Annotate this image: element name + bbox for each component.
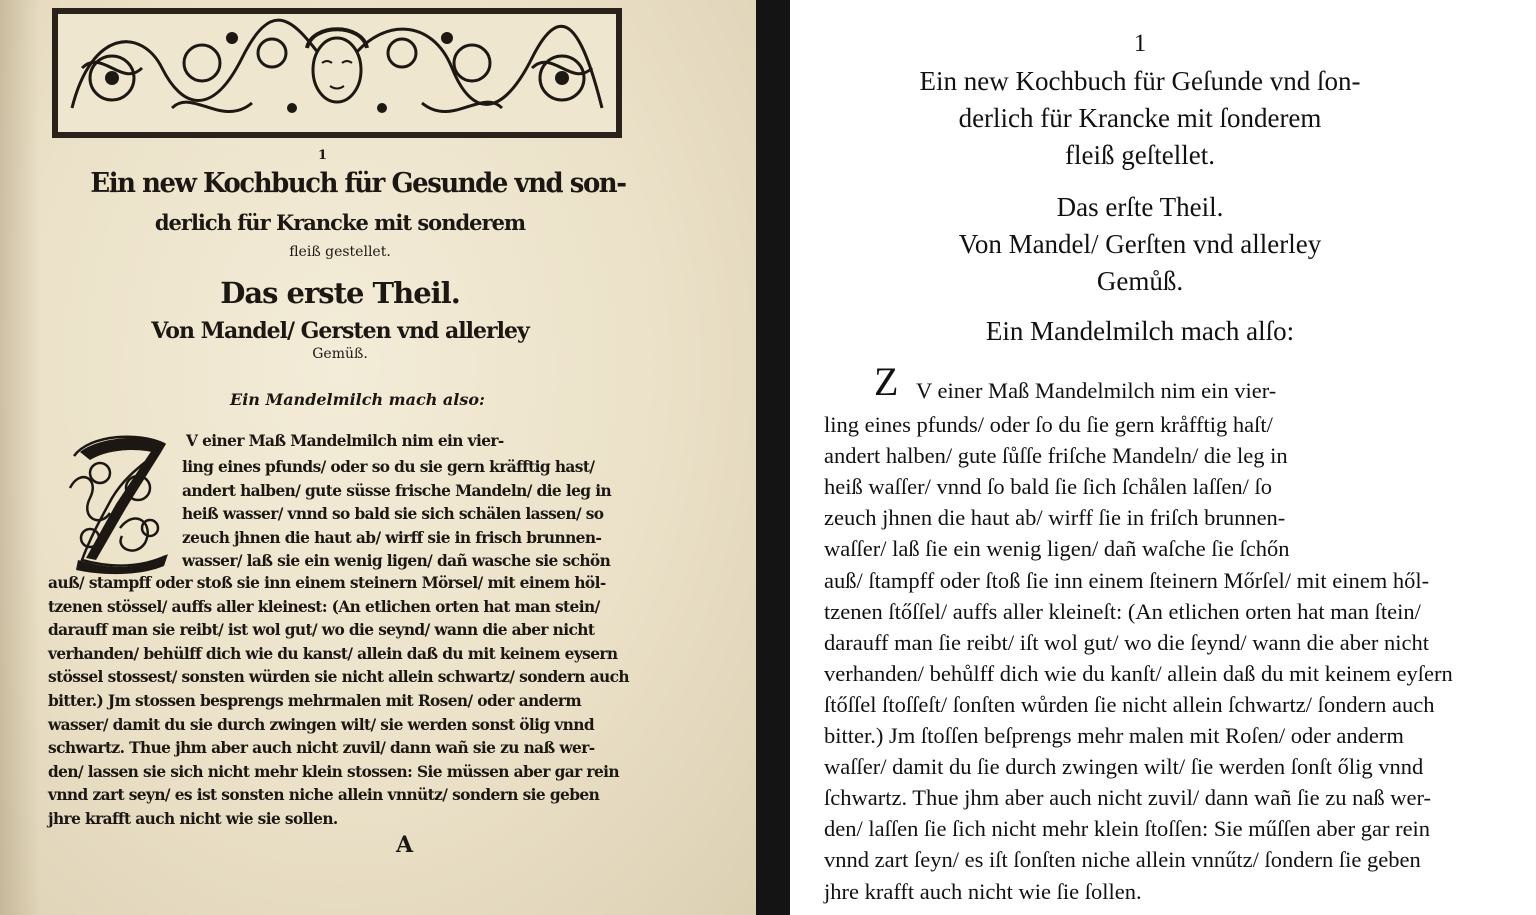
facsimile-body-line: jhre krafft auch nicht wie sie sollen. — [48, 810, 338, 828]
facsimile-first-line: V einer Maß Mandelmilch nim ein vier- — [186, 432, 504, 450]
transcription-body-line: ſtőſſel ſtoſſeſt/ ſonſten wůrden ſie nicht allein ſchwartz/ ſondern auch — [824, 691, 1435, 717]
page-divider — [756, 0, 790, 915]
transcription-title-line-3: fleiß geſtellet. — [1065, 140, 1215, 170]
transcription-section-heading: Das erſte Theil. — [1056, 192, 1224, 222]
facsimile-title-line-1: Ein new Kochbuch für Gesunde vnd son- — [90, 168, 626, 199]
transcription-body-line: ling eines pfunds/ oder ſo du ſie gern kråfftig haſt/ — [824, 412, 1273, 437]
facsimile-body-line: darauff man sie reibt/ ist wol gut/ wo die seynd/ wann die aber nicht — [48, 621, 595, 640]
facsimile-title-line-3: fleiß gestellet. — [289, 244, 391, 260]
facsimile-body-line: wasser/ laß sie ein wenig ligen/ dañ wasche sie schön — [182, 552, 611, 571]
transcription-body-line: waſſer/ laß ſie ein wenig ligen/ dañ waſche ſie ſchőn — [824, 536, 1290, 562]
transcription-body-line: darauff man ſie reibt/ iſt wol gut/ wo die ſeynd/ wann die aber nicht — [824, 629, 1430, 655]
transcription-first-line: V einer Maß Mandelmilch nim ein vier- — [916, 378, 1277, 403]
facsimile-recipe-title: Ein Mandelmilch mach also: — [230, 390, 485, 409]
transcription-title-line-2: derlich für Krancke mit ſonderem — [958, 103, 1322, 133]
facsimile-section-subheading-end: Gemüß. — [312, 346, 368, 362]
facsimile-body-line: bitter.) Jm stossen besprengs mehrmalen mit Rosen/ oder anderm — [48, 692, 582, 710]
facsimile-body-line: den/ lassen sie sich nicht mehr klein stossen: Sie müssen aber gar rein — [48, 762, 619, 781]
transcription-body-line: bitter.) Jm ſtoſſen beſprengs mehr malen mit Roſen/ oder anderm — [824, 723, 1404, 748]
facsimile-title-line-2: derlich für Krancke mit sonderem — [154, 210, 526, 235]
facsimile-body-line: heiß wasser/ vnnd so bald sie sich schälen lassen/ so — [182, 505, 604, 524]
facsimile-body-line: verhanden/ behülff dich wie du kanst/ allein daß du mit keinem eysern — [48, 644, 618, 663]
woodcut-ornament-header — [52, 8, 622, 138]
decorated-initial-letter — [60, 428, 178, 578]
transcription-body-line: den/ laſſen ſie ſich nicht mehr klein ſtoſſen: Sie műſſen aber gar rein — [824, 816, 1431, 842]
facsimile-body-line: tzenen stössel/ auffs aller kleinest: (An etlichen orten hat man stein/ — [48, 597, 600, 616]
facsimile-section-subheading: Von Mandel/ Gersten vnd allerley — [151, 318, 529, 344]
facsimile-body-line: stössel stossest/ sonsten würden sie nicht allein schwartz/ sondern auch — [48, 668, 629, 687]
transcription-initial-letter: Z — [874, 359, 899, 404]
transcription-body-line: jhre krafft auch nicht wie ſie ſollen. — [824, 878, 1142, 904]
facsimile-signature-mark: A — [396, 832, 414, 858]
transcription-body-line: vnnd zart ſeyn/ es iſt ſonſten niche allein vnnűtz/ ſondern ſie geben — [824, 847, 1421, 873]
facsimile-body-line: zeuch jhnen die haut ab/ wirff sie in frisch brunnen- — [182, 528, 602, 547]
transcription-body-line: waſſer/ damit du ſie durch zwingen wilt/ ſie werden ſonſt őlig vnnd — [824, 754, 1424, 780]
transcription-body-line: andert halben/ gute ſůſſe friſche Mandeln/ die leg in — [824, 443, 1288, 469]
transcription-page-number: 1 — [1133, 30, 1147, 57]
facsimile-body-line: vnnd zart seyn/ es ist sonsten niche allein vnnütz/ sondern sie geben — [48, 786, 600, 805]
facsimile-body-line: auß/ stampff oder stoß sie inn einem steinern Mörsel/ mit einem höl- — [48, 574, 606, 592]
transcription-section-subheading: Von Mandel/ Gerſten vnd allerley — [958, 229, 1322, 259]
transcription-body-line: heiß waſſer/ vnnd ſo bald ſie ſich ſchålen laſſen/ ſo — [824, 474, 1272, 500]
transcription-body-line: ſchwartz. Thue jhm aber auch nicht zuvil/ dann wañ ſie zu naß wer- — [824, 785, 1432, 811]
transcription-body-line: auß/ ſtampff oder ſtoß ſie inn einem ſteinern Mőrſel/ mit einem hől- — [824, 567, 1430, 593]
transcription-body-line: zeuch jhnen die haut ab/ wirff ſie in friſch brunnen- — [824, 505, 1286, 531]
transcription-section-subheading-end: Gemůß. — [1096, 266, 1184, 296]
facsimile-body-line: schwartz. Thue jhm aber auch nicht zuvil/ dann wañ sie zu naß wer- — [48, 739, 595, 758]
facsimile-body-line: ling eines pfunds/ oder so du sie gern kräfftig hast/ — [182, 458, 595, 476]
facsimile-page — [0, 0, 756, 915]
facsimile-section-heading: Das erste Theil. — [220, 276, 460, 310]
facsimile-body-line: wasser/ damit du sie durch zwingen wilt/ sie werden sonst ölig vnnd — [48, 715, 594, 734]
transcription-body-line: tzenen ſtőſſel/ auffs aller kleineſt: (An etlichen orten hat man ſtein/ — [824, 598, 1421, 624]
transcription-title-line-1: Ein new Kochbuch für Geſunde vnd ſon- — [919, 66, 1361, 96]
transcription-recipe-title: Ein Mandelmilch mach alſo: — [985, 316, 1295, 346]
facsimile-body-line: andert halben/ gute süsse frische Mandeln/ die leg in — [182, 481, 612, 500]
facsimile-page-number: 1 — [318, 148, 328, 163]
transcription-body-line: verhanden/ behůlff dich wie du kanſt/ allein daß du mit keinem eyſern — [824, 660, 1453, 686]
